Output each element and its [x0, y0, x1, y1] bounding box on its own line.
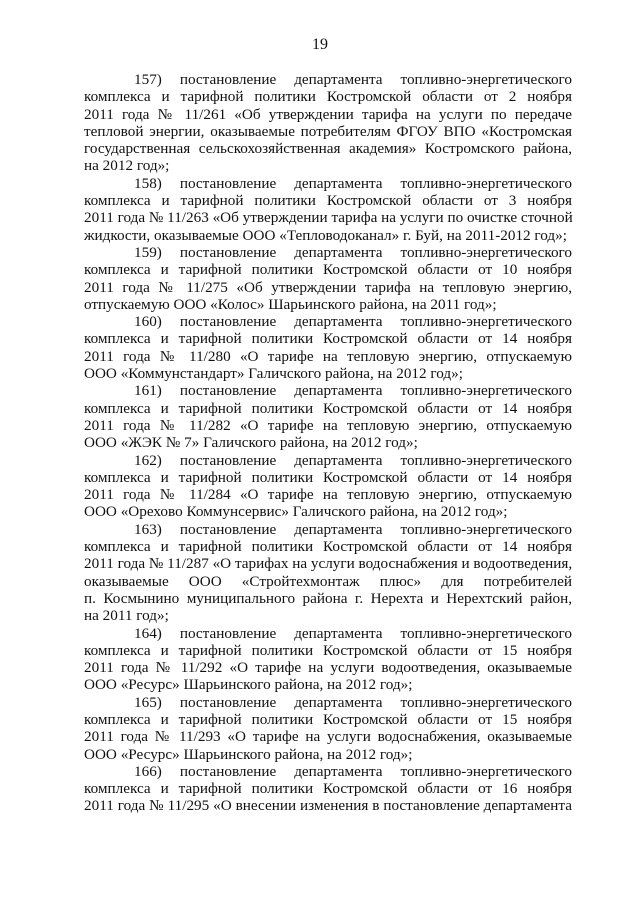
document-body	[84, 71, 572, 815]
text-line: 2011 года № 11/280 «О тарифе на тепловую энергию, отпускаемую	[84, 347, 572, 365]
text-line: тепловой энергии, оказываемые потребителям ФГОУ ВПО «Костромская	[84, 122, 572, 140]
text-line: на 2011 год»;	[84, 607, 169, 625]
text-line: на 2012 год»;	[84, 157, 170, 175]
text-line: 163) постановление департамента топливно-энергетического	[134, 520, 572, 538]
text-line: 165) постановление департамента топливно-энергетического	[134, 693, 572, 711]
text-line: 2011 года № 11/293 «О тарифе на услуги водоснабжения, оказываемые	[84, 728, 572, 746]
text-line: комплекса и тарифной политики Костромской области от 3 ноября	[84, 192, 572, 210]
text-line: комплекса и тарифной политики Костромской области от 14 ноября	[84, 399, 572, 417]
text-line: п. Космынино муниципального района г. Нерехта и Нерехтский район,	[84, 589, 572, 607]
text-line: комплекса и тарифной политики Костромской области от 15 ноября	[84, 641, 572, 659]
text-line: государственная сельскохозяйственная академия» Костромского района,	[84, 140, 572, 158]
text-line: 161) постановление департамента топливно-энергетического	[134, 382, 572, 400]
text-line: 2011 года № 11/292 «О тарифе на услуги водоотведения, оказываемые	[84, 659, 572, 677]
text-line: комплекса и тарифной политики Костромской области от 14 ноября	[84, 330, 572, 348]
text-line: жидкости, оказываемые ООО «Тепловодоканал» г. Буй, на 2011-2012 год»;	[84, 226, 567, 244]
list-item	[84, 382, 572, 451]
text-line: 166) постановление департамента топливно-энергетического	[134, 762, 572, 780]
text-line: 2011 года № 11/284 «О тарифе на тепловую энергию, отпускаемую	[84, 486, 572, 504]
text-line: ООО «Коммунстандарт» Галичского района, на 2012 год»;	[84, 365, 463, 383]
page-number: 19	[312, 36, 328, 53]
text-line: комплекса и тарифной политики Костромской области от 14 ноября	[84, 538, 572, 556]
text-line: 157) постановление департамента топливно-энергетического	[134, 71, 572, 88]
list-item	[84, 175, 572, 244]
text-line: 164) постановление департамента топливно-энергетического	[134, 624, 572, 642]
text-line: комплекса и тарифной политики Костромской области от 14 ноября	[84, 468, 572, 486]
text-line: ООО «Ресурс» Шарьинского района, на 2012 год»;	[84, 676, 413, 694]
text-line: ООО «Орехово Коммунсервис» Галичского района, на 2012 год»;	[84, 503, 508, 521]
text-line: ООО «ЖЭК № 7» Галичского района, на 2012 год»;	[84, 434, 418, 452]
list-item	[84, 521, 572, 625]
text-line: комплекса и тарифной политики Костромской области от 15 ноября	[84, 710, 572, 728]
text-line: отпускаемую ООО «Колос» Шарьинского района, на 2011 год»;	[84, 295, 497, 313]
list-item	[84, 763, 572, 815]
text-line: 2011 года № 11/263 «Об утверждении тарифа на услуги по очистке сточной	[84, 209, 573, 227]
list-item	[84, 694, 572, 763]
text-line: 2011 года № 11/275 «Об утверждении тарифа на тепловую энергию,	[84, 278, 572, 296]
text-line: 2011 года № 11/295 «О внесении изменения в постановление департамента	[84, 797, 572, 815]
list-item	[84, 71, 572, 175]
text-line: 162) постановление департамента топливно-энергетического	[134, 451, 572, 469]
list-item	[84, 452, 572, 521]
text-line: 2011 года № 11/282 «О тарифе на тепловую энергию, отпускаемую	[84, 416, 572, 434]
text-line: комплекса и тарифной политики Костромской области от 16 ноября	[84, 780, 572, 798]
text-line: комплекса и тарифной политики Костромской области от 10 ноября	[84, 261, 572, 279]
text-line: 2011 года № 11/261 «Об утверждении тарифа на услуги по передаче	[84, 105, 572, 123]
text-line: комплекса и тарифной политики Костромской области от 2 ноября	[84, 88, 572, 106]
list-item	[84, 244, 572, 313]
text-line: 159) постановление департамента топливно-энергетического	[134, 243, 572, 261]
text-line: ООО «Ресурс» Шарьинского района, на 2012 год»;	[84, 745, 413, 763]
text-line: 160) постановление департамента топливно-энергетического	[134, 313, 572, 331]
list-item	[84, 625, 572, 694]
text-line: 2011 года № 11/287 «О тарифах на услуги водоснабжения и водоотведения,	[84, 555, 573, 573]
text-line: 158) постановление департамента топливно-энергетического	[134, 174, 572, 192]
list-item	[84, 313, 572, 382]
text-line: оказываемые ООО «Стройтехмонтаж плюс» для потребителей	[84, 572, 572, 590]
